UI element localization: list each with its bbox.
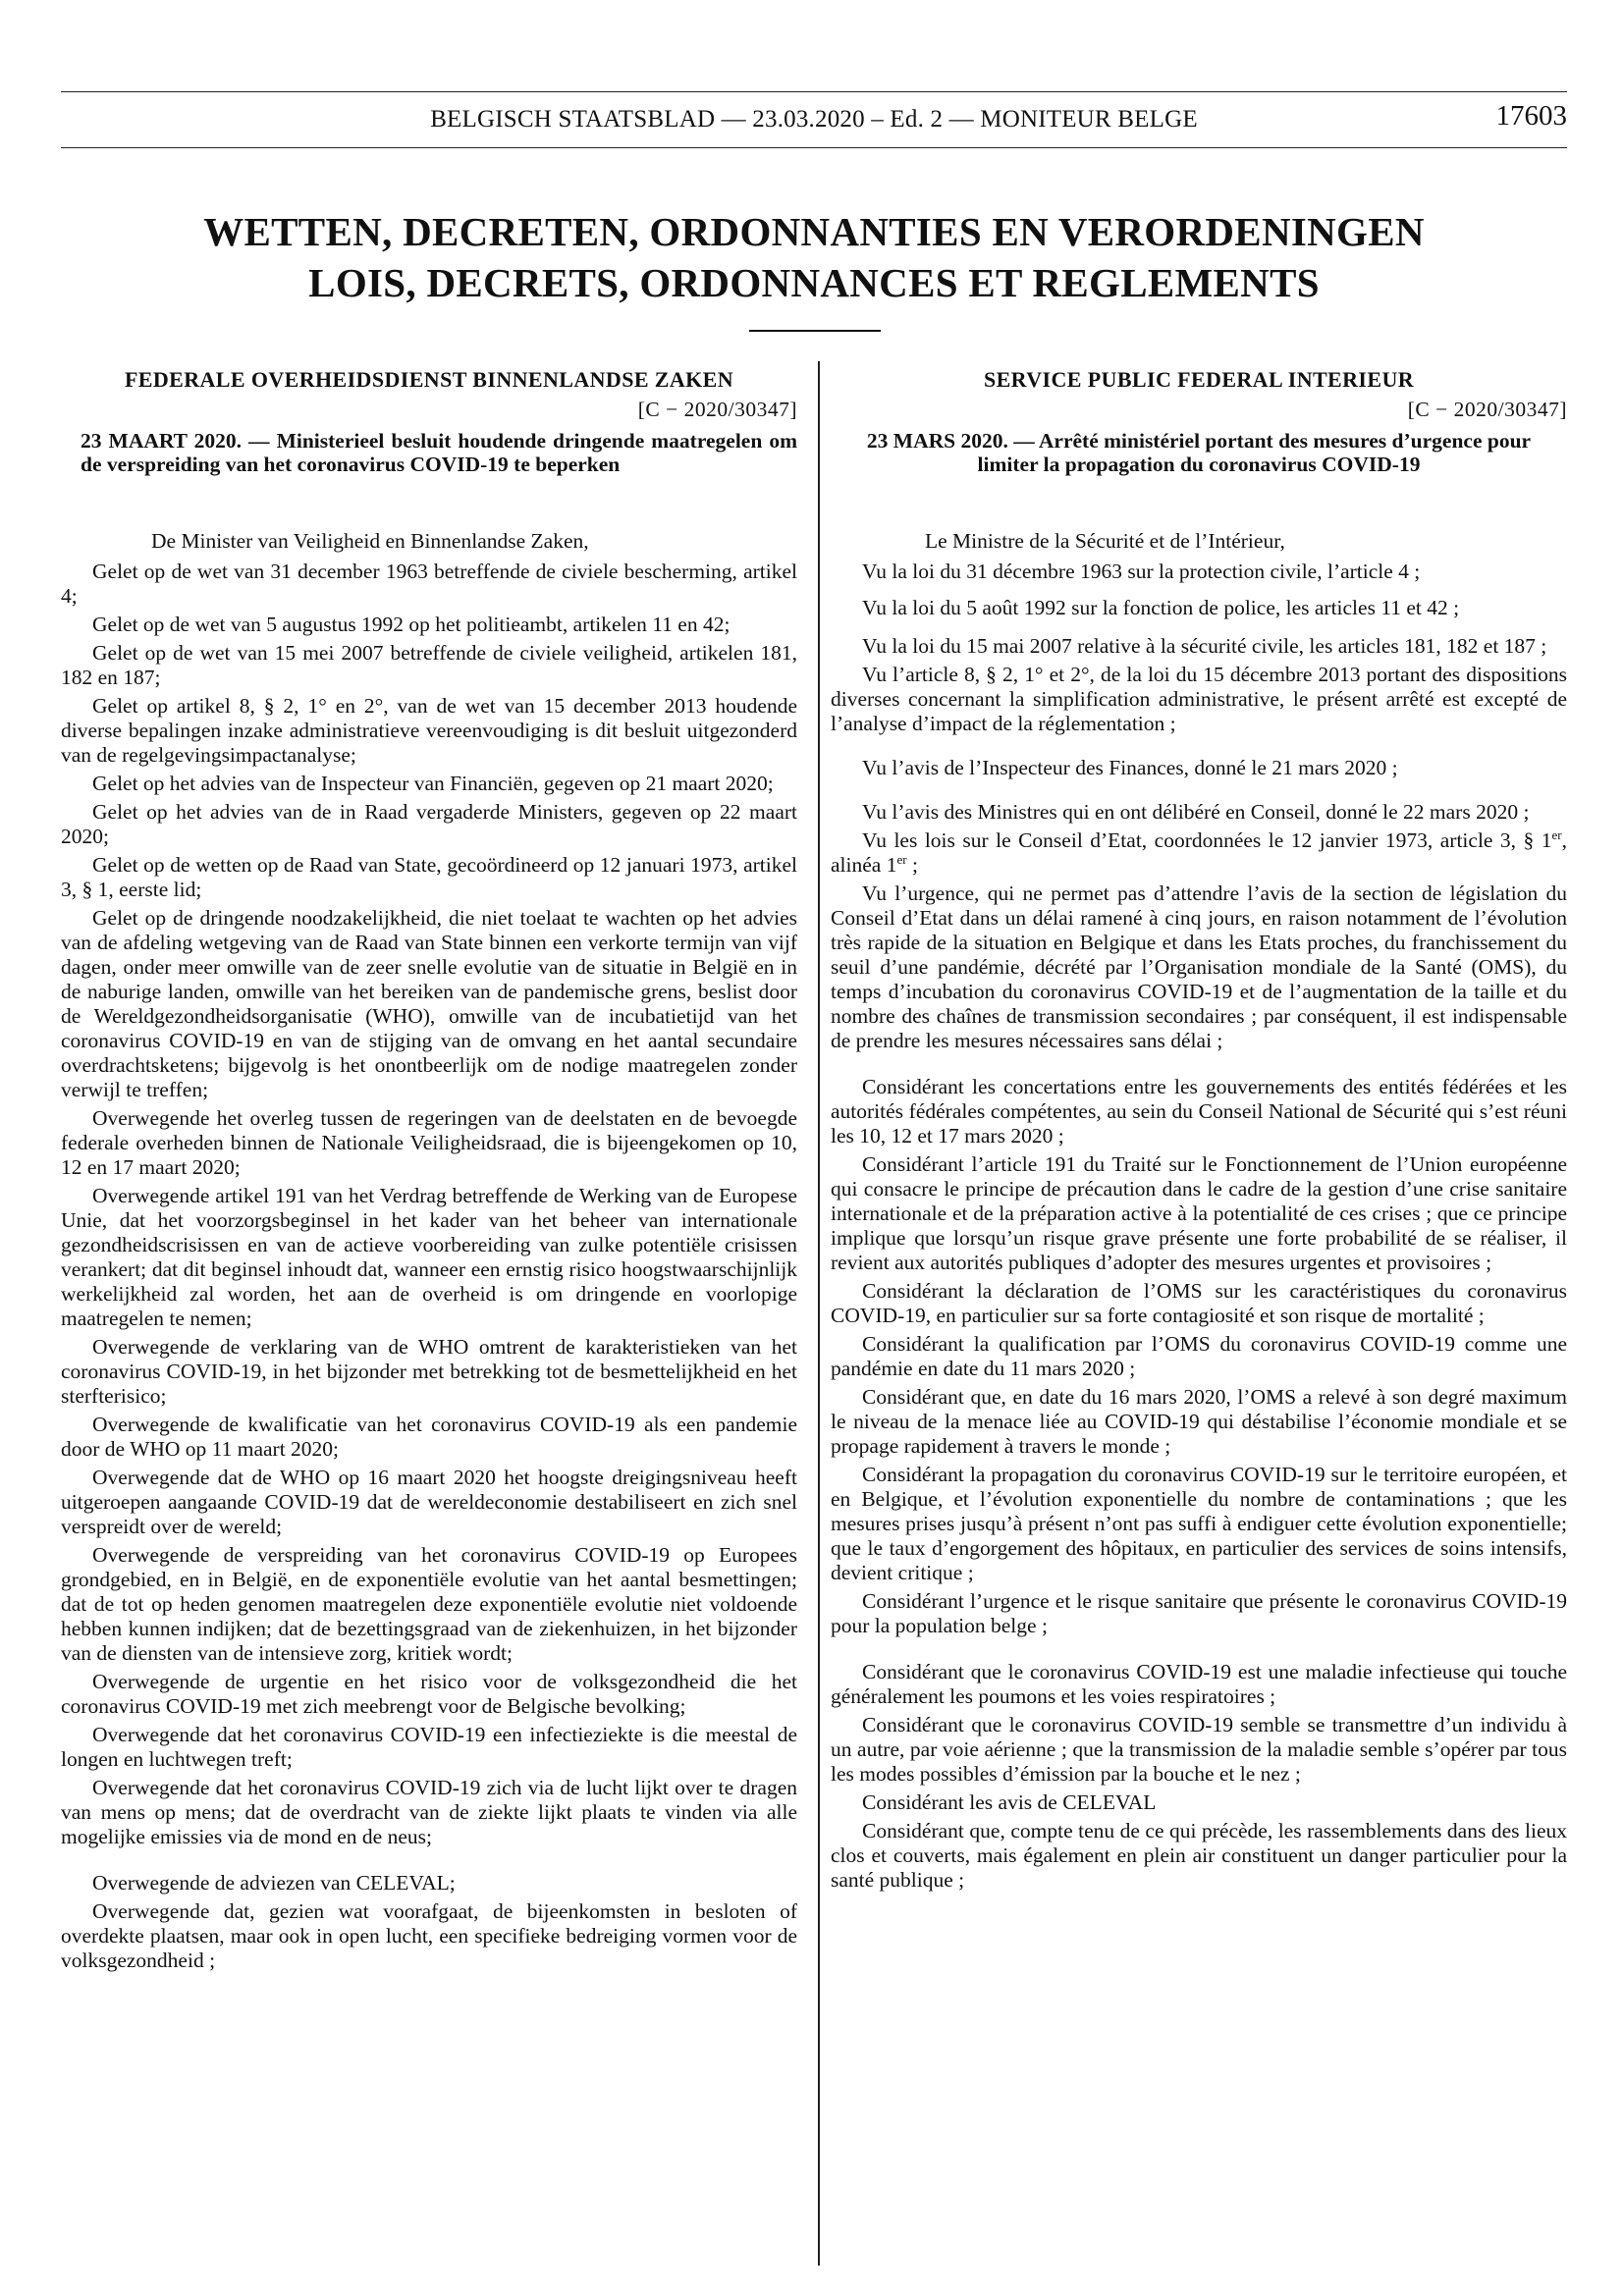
paragraph: Overwegende dat de WHO op 16 maart 2020 het hoogste dreigingsniveau heeft uitgeroepen aangaande COVID-19 dat de wereldeconomie destabiliseert en zich snel verspreidt over de wereld; — [61, 1466, 797, 1538]
act-title: 23 MAART 2020. — Ministerieel besluit houdende dringende maatregelen om de verspreiding van het coronavirus COVID-19 te beperken — [81, 429, 797, 476]
paragraph: Considérant les concertations entre les gouvernements des entités fédérées et les autorités fédérales compétentes, au sein du Conseil National de Sécurité qui s’est réuni les 10, 12 et 17 mars 2020 ; — [831, 1075, 1567, 1148]
running-title: BELGISCH STAATSBLAD — 23.03.2020 – Ed. 2 — MONITEUR BELGE — [430, 106, 1198, 133]
dutch-column — [61, 361, 797, 1977]
running-header — [61, 100, 1567, 141]
paragraph: Considérant l’article 191 du Traité sur le Fonctionnement de l’Union européenne qui consacre le principe de précaution dans le cadre de la gestion d’une crise sanitaire internationale et de la préparation active à la potentialité de ces crises ; que ce principe implique que lorsqu’un risque grave présente une forte probabilité de se réaliser, il revient aux autorités publiques d’adopter des mesures urgentes et provisoires ; — [831, 1152, 1567, 1274]
column-divider — [818, 361, 820, 2266]
paragraph: Considérant que, compte tenu de ce qui précède, les rassemblements dans des lieux clos et couverts, mais également en plein air constituent un danger particulier pour la santé publique ; — [831, 1819, 1567, 1892]
paragraph: Gelet op artikel 8, § 2, 1° en 2°, van de wet van 15 december 2013 houdende diverse bepalingen inzake administratieve vereenvoudiging is dit besluit uitgezonderd van de regelgevingsimpactanalyse; — [61, 694, 797, 767]
paragraph: Vu la loi du 5 août 1992 sur la fonction de police, les articles 11 et 42 ; — [862, 596, 1460, 619]
paragraph: Overwegende dat het coronavirus COVID-19 een infectieziekte is die meestal de longen en luchtwegen treft; — [61, 1723, 797, 1771]
paragraph: Vu l’avis des Ministres qui en ont délibéré en Conseil, donné le 22 mars 2020 ; — [862, 800, 1530, 824]
paragraph: Overwegende het overleg tussen de regeringen van de deelstaten en de bevoegde federale overheden binnen de Nationale Veiligheidsraad, die is bijeengekomen op 10, 12 en 17 maart 2020; — [61, 1106, 797, 1179]
paragraph: Overwegende artikel 191 van het Verdrag betreffende de Werking van de Europese Unie, dat het voorzorgsbeginsel in het kader van het beheer van internationale gezondheidscrisissen en van de actieve voorbereiding van zulke potentiële crisissen verankert; dat dit beginsel inhoudt dat, wanneer een ernstig risico hoogstwaarschijnlijk werkelijkheid zal worden, het aan de overheid is om dringende en voorlopige maatregelen te nemen; — [61, 1184, 797, 1330]
act-title: 23 MARS 2020. — Arrêté ministériel portant des mesures d’urgence pour limiter la propagation du coronavirus COVID-19 — [866, 429, 1532, 476]
paragraph: Considérant la qualification par l’OMS du coronavirus COVID-19 comme une pandémie en date du 11 mars 2020 ; — [831, 1332, 1567, 1380]
paragraph: Considérant que le coronavirus COVID-19 semble se transmettre d’un individu à un autre, par voie aérienne ; que la transmission de la maladie semble s’opérer par tous les modes possibles d’émission par la bouche et le nez ; — [831, 1713, 1567, 1786]
paragraph: Gelet op het advies van de in Raad vergaderde Ministers, gegeven op 22 maart 2020; — [61, 800, 797, 848]
header-rule-top — [61, 91, 1567, 92]
paragraph: Vu l’avis de l’Inspecteur des Finances, donné le 21 mars 2020 ; — [862, 756, 1398, 779]
paragraph: Considérant que, en date du 16 mars 2020, l’OMS a relevé à son degré maximum le niveau de la menace liée au COVID-19 qui déstabilise l’économie mondiale et se propage rapidement à travers le monde ; — [831, 1385, 1567, 1458]
paragraph: Considérant la propagation du coronavirus COVID-19 sur le territoire européen, et en Belgique, et l’évolution exponentielle du nombre de contaminations ; que les mesures prises jusqu’à présent n’ont pas suffi à endiguer cette évolution exponentielle; que le taux d’engorgement des hôpitaux, en particulier des services de soins intensifs, devient critique ; — [831, 1463, 1567, 1584]
paragraph: Overwegende de verspreiding van het coronavirus COVID-19 op Europees grondgebied, en in België, en de exponentiële evolutie van het aantal besmettingen; dat de tot op heden genomen maatregelen deze exponentiële evolutie niet voldoende hebben kunnen indijken; dat de bezettingsgraad van de ziekenhuizen, in het bijzonder van de diensten van de intensieve zorg, kritiek wordt; — [61, 1543, 797, 1665]
header-rule-bottom — [61, 147, 1567, 148]
page-number: 17603 — [1495, 100, 1567, 132]
paragraph: Gelet op de wetten op de Raad van State, gecoördineerd op 12 januari 1973, artikel 3, § 1, eerste lid; — [61, 853, 797, 901]
paragraph: Vu l’urgence, qui ne permet pas d’attendre l’avis de la section de législation du Conseil d’Etat dans un délai ramené à cinq jours, en raison notamment de l’évolution très rapide de la situation en Belgique et dans les Etats proches, du franchissement du seuil d’une pandémie, décrété par l’Organisation mondiale de la Santé (OMS), du temps d’incubation du coronavirus COVID-19 et de l’augmentation de la taille et du nombre des chaînes de transmission secondaires ; par conséquent, il est indispensable de prendre les mesures nécessaires sans délai ; — [831, 881, 1567, 1052]
paragraph: Gelet op het advies van de Inspecteur van Financiën, gegeven op 21 maart 2020; — [92, 772, 774, 795]
paragraph: Overwegende de verklaring van de WHO omtrent de karakteristieken van het coronavirus COVID-19, in het bijzonder met betrekking tot de besmettelijkheid en het sterfterisico; — [61, 1335, 797, 1408]
paragraph: Considérant la déclaration de l’OMS sur les caractéristiques du coronavirus COVID-19, en particulier sur sa forte contagiosité et son risque de mortalité ; — [831, 1279, 1567, 1327]
reference-number: [C − 2020/30347] — [637, 398, 797, 421]
paragraph: Overwegende dat het coronavirus COVID-19 zich via de lucht lijkt over te dragen van mens op mens; dat de overdracht van de ziekte lijkt plaats te vinden via alle mogelijke emissies via de mond en de neus; — [61, 1776, 797, 1848]
minister-line: De Minister van Veiligheid en Binnenlandse Zaken, — [151, 529, 589, 553]
paragraph: Gelet op de wet van 15 mei 2007 betreffende de civiele veiligheid, artikelen 181, 182 en 187; — [61, 641, 797, 689]
paragraph: Considérant que le coronavirus COVID-19 est une maladie infectieuse qui touche généralement les poumons et les voies respiratoires ; — [831, 1660, 1567, 1708]
department-heading: FEDERALE OVERHEIDSDIENST BINNENLANDSE ZAKEN — [124, 367, 734, 392]
paragraph: Gelet op de wet van 5 augustus 1992 op het politieambt, artikelen 11 en 42; — [92, 613, 730, 636]
minister-line: Le Ministre de la Sécurité et de l’Intérieur, — [925, 529, 1285, 553]
paragraph-text: Vu les lois sur le Conseil d’Etat, coordonnées le 12 janvier 1973, article 3, § 1er, alinéa 1er ; — [831, 827, 1567, 877]
paragraph: Considérant l’urgence et le risque sanitaire que présente le coronavirus COVID-19 pour la population belge ; — [831, 1589, 1567, 1637]
title-french: LOIS, DECRETS, ORDONNANCES ET REGLEMENTS — [308, 260, 1320, 305]
paragraph — [831, 828, 1567, 878]
department-heading: SERVICE PUBLIC FEDERAL INTERIEUR — [983, 367, 1415, 392]
paragraph: Vu la loi du 31 décembre 1963 sur la protection civile, l’article 4 ; — [862, 560, 1421, 583]
paragraph: Overwegende de urgentie en het risico voor de volksgezondheid die het coronavirus COVID-19 met zich meebrengt voor de Belgische bevolking; — [61, 1670, 797, 1718]
paragraph: Vu l’article 8, § 2, 1° et 2°, de la loi du 15 décembre 2013 portant des dispositions diverses concernant la simplification administrative, le présent arrêté est excepté de l’analyse d’impact de la réglementation ; — [831, 663, 1567, 735]
paragraph: Overwegende de adviezen van CELEVAL; — [92, 1871, 456, 1895]
title-underline — [749, 330, 881, 332]
paragraph: Overwegende de kwalificatie van het coronavirus COVID-19 als een pandemie door de WHO op 11 maart 2020; — [61, 1413, 797, 1461]
paragraph: Vu la loi du 15 mai 2007 relative à la sécurité civile, les articles 181, 182 et 187 ; — [862, 634, 1547, 658]
title-block — [61, 206, 1567, 308]
paragraph: Gelet op de wet van 31 december 1963 betreffende de civiele bescherming, artikel 4; — [61, 560, 797, 608]
paragraph: Gelet op de dringende noodzakelijkheid, die niet toelaat te wachten op het advies van de afdeling wetgeving van de Raad van State binnen een verkorte termijn van vijf dagen, onder meer omwille van de zeer snelle evolutie van de situatie in België en in de naburige landen, omwille van het bereiken van de pandemische grens, beslist door de Wereldgezondheidsorganisatie (WHO), omwille van de incubatietijd van het coronavirus COVID-19 en van de stijging van de omvang en het aantal secundaire overdrachtsketens; bijgevolg is het onontbeerlijk om de nodige maatregelen zonder verwijl te treffen; — [61, 906, 797, 1101]
reference-number: [C − 2020/30347] — [1407, 398, 1567, 421]
french-column — [831, 361, 1567, 1896]
title-dutch: WETTEN, DECRETEN, ORDONNANTIES EN VERORDENINGEN — [203, 209, 1425, 254]
paragraph: Overwegende dat, gezien wat voorafgaat, de bijeenkomsten in besloten of overdekte plaatsen, maar ook in open lucht, een specifieke bedreiging vormen voor de volksgezondheid ; — [61, 1899, 797, 1972]
paragraph: Considérant les avis de CELEVAL — [862, 1790, 1157, 1814]
